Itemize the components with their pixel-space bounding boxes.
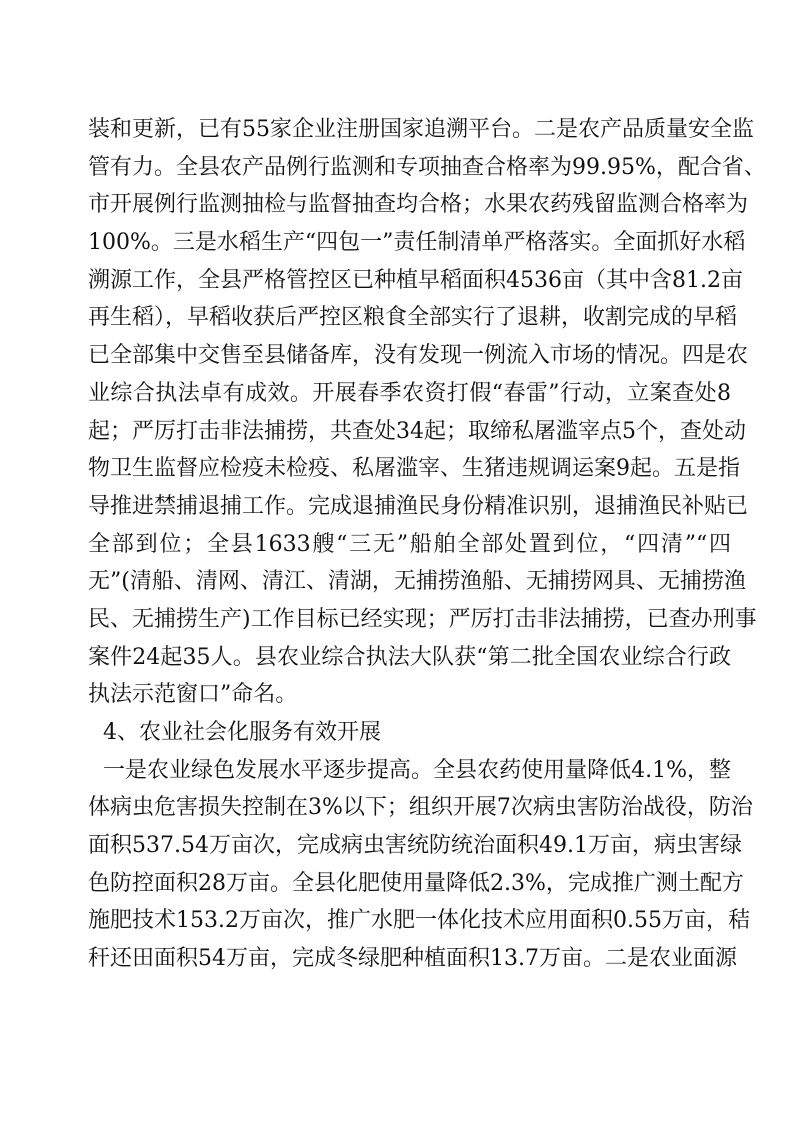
section-heading: 4、农业社会化服务有效开展	[103, 720, 381, 745]
text-line: 溯源工作，全县严格管控区已种植早稻面积4536亩（其中含81.2亩	[88, 267, 743, 293]
text-line: 秆还田面积54万亩，完成冬绿肥种植面积13.7万亩。二是农业面源	[88, 946, 737, 972]
text-line: 导推进禁捕退捕工作。完成退捕渔民身份精准识别，退捕渔民补贴已	[88, 493, 749, 519]
text-line: 面积537.54万亩次，完成病虫害统防统治面积49.1万亩，病虫害绿	[88, 833, 742, 859]
text-line: 市开展例行监测抽检与监督抽查均合格；水果农药残留监测合格率为	[88, 192, 749, 218]
text-line: 案件24起35人。县农业综合执法大队获“第二批全国农业综合行政	[88, 644, 731, 670]
text-line: 物卫生监督应检疫未检疫、私屠滥宰、生猪违规调运案9起。五是指	[88, 456, 740, 482]
text-line: 管有力。全县农产品例行监测和专项抽查合格率为99.95%，配合省、	[88, 154, 766, 180]
text-line: 起；严厉打击非法捕捞，共查处34起；取缔私屠滥宰点5个，查处动	[88, 418, 746, 444]
text-line: 无”(清船、清网、清江、清湖，无捕捞渔船、无捕捞网具、无捕捞渔	[88, 569, 746, 595]
text-line: 体病虫危害损失控制在3%以下；组织开展7次病虫害防治战役，防治	[88, 795, 753, 821]
text-line: 色防控面积28万亩。全县化肥使用量降低2.3%，完成推广测土配方	[88, 870, 744, 896]
text-line: 全部到位；全县1633艘“三无”船舶全部处置到位，“四清”“四	[88, 531, 731, 557]
text-line: 已全部集中交售至县储备库，没有发现一例流入市场的情况。四是农	[88, 343, 749, 369]
text-line: 施肥技术153.2万亩次，推广水肥一体化技术应用面积0.55万亩，秸	[88, 908, 750, 934]
document-page	[88, 111, 766, 978]
text-line: 一是农业绿色发展水平逐步提高。全县农药使用量降低4.1%，整	[103, 757, 731, 783]
text-line: 再生稻），早稻收获后严控区粮食全部实行了退耕，收割完成的早稻	[88, 305, 738, 331]
text-line: 100%。三是水稻生产“四包一”责任制清单严格落实。全面抓好水稻	[88, 230, 746, 256]
text-line: 业综合执法卓有成效。开展春季农资打假“春雷”行动，立案查处8	[88, 380, 731, 406]
text-line: 民、无捕捞生产)工作目标已经实现；严厉打击非法捕捞，已查办刑事	[88, 606, 757, 632]
paragraph-1	[88, 111, 766, 714]
text-line: 装和更新，已有55家企业注册国家追溯平台。二是农产品质量安全监	[88, 117, 754, 142]
text-line: 执法示范窗口”命名。	[88, 682, 298, 708]
paragraph-2	[88, 752, 753, 978]
